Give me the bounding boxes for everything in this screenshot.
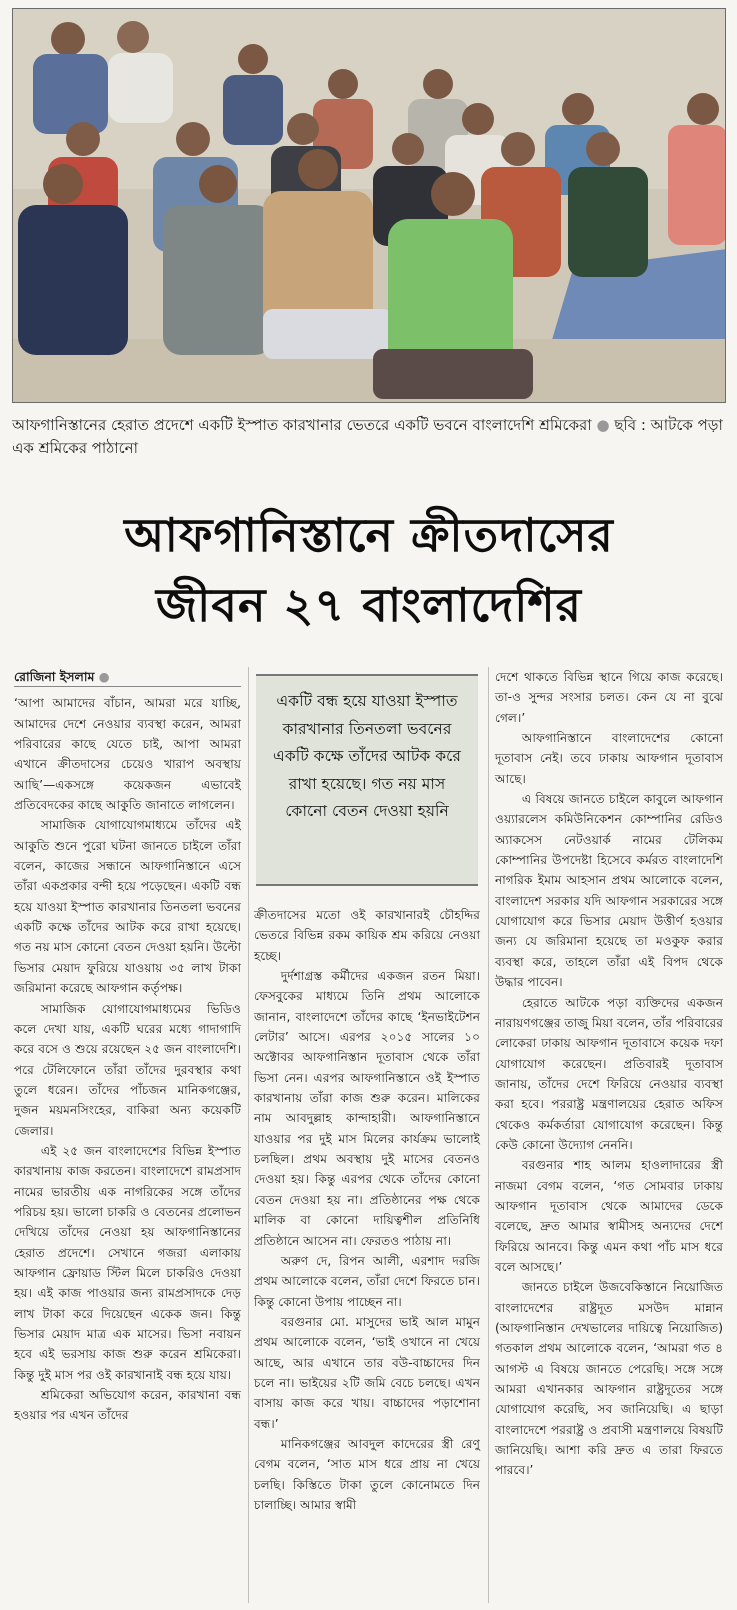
headline [12,500,726,640]
paragraph: দেশে থাকতে বিভিন্ন স্থানে গিয়ে কাজ করেছে। তা-ও সুন্দর সংসার চলত। কেন যে না বুঝে গেল।’ [495,670,723,725]
paragraph: এই ২৫ জন বাংলাদেশের বিভিন্ন ইস্পাত কারখানায় কাজ করতেন। বাংলাদেশে রামপ্রসাদ নামের ভারতীয় এক নাগরিকের সঙ্গে তাঁদের পরিচয় হয়। ভালো চাকরি ও বেতনের প্রলোভন দেখিয়ে তাঁদের নেওয়া হয় আফগানিস্তানের হেরাত প্রদেশে। সেখানে গজরা এলাকায় আফগান ফ্রোয়াড স্টিল মিলে চাকরিও দেওয়া হয়। এই কাজ পাওয়ার জন্য রামপ্রসাদকে দেড় লাখ টাকা করে দিয়েছেন একেক জন। কিন্তু ভিসার মেয়াদ মাত্র এক মাসের। ভিসা নবায়ন হবে এই ভরসায় কাজ শুরু করেন শ্রমিকেরা। কিন্তু দুই মাস পর ওই কারখানাই বন্ধ হয়ে যায়। [14,1143,241,1382]
headline-line-2: জীবন ২৭ বাংলাদেশির [156,578,582,632]
byline-dot: ● [98,669,110,684]
byline-author: রোজিনা ইসলাম [14,669,95,684]
caption-credit: ছবি : আটকে পড়া এক শ্রমিকের পাঠানো [12,416,723,457]
news-photo [12,8,726,403]
article-column-3 [495,667,723,1481]
headline-line-1: আফগানিস্তানে ক্রীতদাসের [124,508,614,562]
paragraph: বরগুনার শাহ আলম হাওলাদারের স্ত্রী নাজমা বেগম বলেন, ‘গত সোমবার ঢাকায় আফগান দূতাবাস থেকে আমাদের ডেকে বলেছে, দ্রুত আমার স্বামীসহ অন্যদের দেশে ফিরিয়ে আনবে। কিন্তু এমন কথা পাঁচ মাস ধরে বলে আসছে।’ [495,1158,723,1274]
caption-dot: ● [596,416,610,434]
column-divider [248,667,249,1603]
paragraph: ক্রীতদাসের মতো ওই কারখানারই চৌহদ্দির ভেতরে বিভিন্ন রকম কায়িক শ্রম করিয়ে নেওয়া হচ্ছে। [254,908,480,963]
group-photo-illustration [13,9,726,403]
paragraph: এ বিষয়ে জানতে চাইলে কাবুলে আফগান ওয়্যারলেস কমিউনিকেশন কোম্পানির রেডিও অ্যাকসেস নেটওয়ার্ক নামের টেলিকম কোম্পানির উপদেষ্টা হিসেবে কর্মরত বাংলাদেশি নাগরিক ইমাম আহসান প্রথম আলোকে বলেন, বাংলাদেশ সরকার যদি আফগান সরকারের সঙ্গে যোগাযোগ করে ভিসার মেয়াদ উত্তীর্ণ হওয়ার জন্য যে জরিমানা হয়েছে তা মওকুফ করার ব্যবস্থা করে, তাহলে তাঁরা এই বিপদ থেকে উদ্ধার পাবেন। [495,792,723,990]
paragraph: হেরাতে আটকে পড়া ব্যক্তিদের একজন নারায়ণগঞ্জের তাজু মিয়া বলেন, তাঁর পরিবারের লোকেরা ঢাকায় আফগান দূতাবাসে কয়েক দফা যোগাযোগ করেছেন। প্রতিবারই দূতাবাস জানায়, তাঁদের দেশে ফিরিয়ে নেওয়ার ব্যবস্থা করা হবে। পররাষ্ট্র মন্ত্রণালয়ের হেরাত অফিস থেকেও কর্মকর্তারা যোগাযোগ করেছেন। কিন্তু কেউ কোনো উদ্যোগ নেননি। [495,995,723,1152]
paragraph: সামাজিক যোগাযোগমাধ্যমের ভিডিও কলে দেখা যায়, একটি ঘরের মধ্যে গাদাগাদি করে বসে ও শুয়ে রয়েছেন ২৫ জন বাংলাদেশি। পরে টেলিফোনে তাঁরা তাঁদের দুরবস্থার কথা তুলে ধরেন। তাঁদের পাঁচজন মানিকগঞ্জের, দুজন ময়মনসিংহের, বাকিরা অন্য কয়েকটি জেলার। [14,1001,241,1138]
paragraph: আফগানিস্তানে বাংলাদেশের কোনো দূতাবাস নেই। তবে ঢাকায় আফগান দূতাবাস আছে। [495,731,723,786]
paragraph: জানতে চাইলে উজবেকিস্তানে নিয়োজিত বাংলাদেশের রাষ্ট্রদূত মসউদ মান্নান (আফগানিস্তান দেখভালের দায়িত্বে নিয়োজিত) গতকাল প্রথম আলোকে বলেন, ‘আমরা গত ৪ আগস্ট এ বিষয়ে জানতে পেরেছি। সঙ্গে সঙ্গে আমরা এখানকার আফগান রাষ্ট্রদূতের সঙ্গে যোগাযোগ করেছি, সব জানিয়েছি। এ ছাড়া বাংলাদেশে পররাষ্ট্র ও প্রবাসী মন্ত্রণালয়ে বিষয়টি জানিয়েছি। আশা করি দ্রুত এ তারা ফিরতে পারবে।’ [495,1280,723,1478]
paragraph: বরগুনার মো. মাসুদের ভাই আল মামুন প্রথম আলোকে বলেন, ‘ভাই ওখানে না খেয়ে আছে, আর এখানে তার বউ-বাচ্চাদের দিন চলে না। ভাইয়ের ২টি জমি বেচে চলছে। এখন বাসায় কাজ করে খায়। বাচ্চাদের পড়াশোনা বন্ধ।’ [254,1314,480,1431]
paragraph: সামাজিক যোগাযোগমাধ্যমে তাঁদের এই আকুতি শুনে পুরো ঘটনা জানতে চাইলে তাঁরা বলেন, কাজের সন্ধানে আফগানিস্তানে এসে তাঁরা একপ্রকার বন্দী হয়ে পড়েছেন। একটি বন্ধ হয়ে যাওয়া ইস্পাত কারখানার তিনতলা ভবনের একটি কক্ষে তাঁদের আটক করে রাখা হয়েছে। গত নয় মাস কোনো বেতন দেওয়া হয়নি। উল্টো ভিসার মেয়াদ ফুরিয়ে যাওয়ায় ৩৫ লাখ টাকা জরিমানা করেছে আফগান কর্তৃপক্ষ। [14,818,241,996]
column-divider [488,667,489,1603]
paragraph: মানিকগঞ্জের আবদুল কাদেরের স্ত্রী রেণু বেগম বলেন, ‘সাত মাস ধরে প্রায় না খেয়ে চলছি। কিস্তিতে টাকা তুলে কোনোমতে দিন চালাচ্ছি। আমার স্বামী [254,1436,480,1512]
photo-caption [12,414,726,460]
caption-text: আফগানিস্তানের হেরাত প্রদেশে একটি ইস্পাত কারখানার ভেতরে একটি ভবনে বাংলাদেশি শ্রমিকেরা [12,416,592,434]
byline [14,667,241,687]
paragraph: দুর্দশাগ্রস্ত কর্মীদের একজন রতন মিয়া। ফেসবুকের মাধ্যমে তিনি প্রথম আলোকে জানান, বাংলাদেশে তাঁদের কাছে ‘ইনভাইটেশন লেটার’ আসে। এরপর ২০১৫ সালের ১০ অক্টোবর আফগানিস্তান দূতাবাস থেকে তাঁরা ভিসা নেন। এরপর আফগানিস্তানে ওই ইস্পাত কারখানায় তাঁরা কাজ শুরু করেন। মালিকের নাম আবদুল্লাহ কান্দাহারী। আফগানিস্তানে যাওয়ার পর দুই মাস মিলের কার্যক্রম ভালোই চলছিল। প্রথম অবস্থায় দুই মাসের বেতনও দেওয়া হয়। কিন্তু এরপর থেকে তাঁদের কোনো বেতন দেওয়া হয় না। প্রতিষ্ঠানের পক্ষ থেকে মালিক বা কোনো দায়িত্বশীল প্রতিনিধি প্রতিষ্ঠানে আসেন না। ফেরতও পাঠায় না। [254,969,480,1248]
paragraph: ‘আপা আমাদের বাঁচান, আমরা মরে যাচ্ছি, আমাদের দেশে নেওয়ার ব্যবস্থা করেন, আমরা পরিবারের কাছে যেতে চাই, আপা আমরা এখানে ক্রীতদাসের চেয়েও খারাপ অবস্থায় আছি’—একসঙ্গে কয়েকজন এভাবেই প্রতিবেদকের কাছে আকুতি জানাতে লাগলেন। [14,696,241,813]
article-column-2 [254,905,480,1515]
paragraph: শ্রমিকেরা অভিযোগ করেন, কারখানা বন্ধ হওয়ার পর এখন তাঁদের [14,1388,241,1423]
paragraph: অরুণ দে, রিপন আলী, এরশাদ দরজি প্রথম আলোকে বলেন, তাঁরা দেশে ফিরতে চান। কিন্তু কোনো উপায় পাচ্ছেন না। [254,1253,480,1309]
byline-rule [14,686,241,687]
article-column-1 [14,667,241,1426]
pull-quote: একটি বন্ধ হয়ে যাওয়া ইস্পাত কারখানার তিনতলা ভবনের একটি কক্ষে তাঁদের আটক করে রাখা হয়েছে। গত নয় মাস কোনো বেতন দেওয়া হয়নি [256,674,478,886]
